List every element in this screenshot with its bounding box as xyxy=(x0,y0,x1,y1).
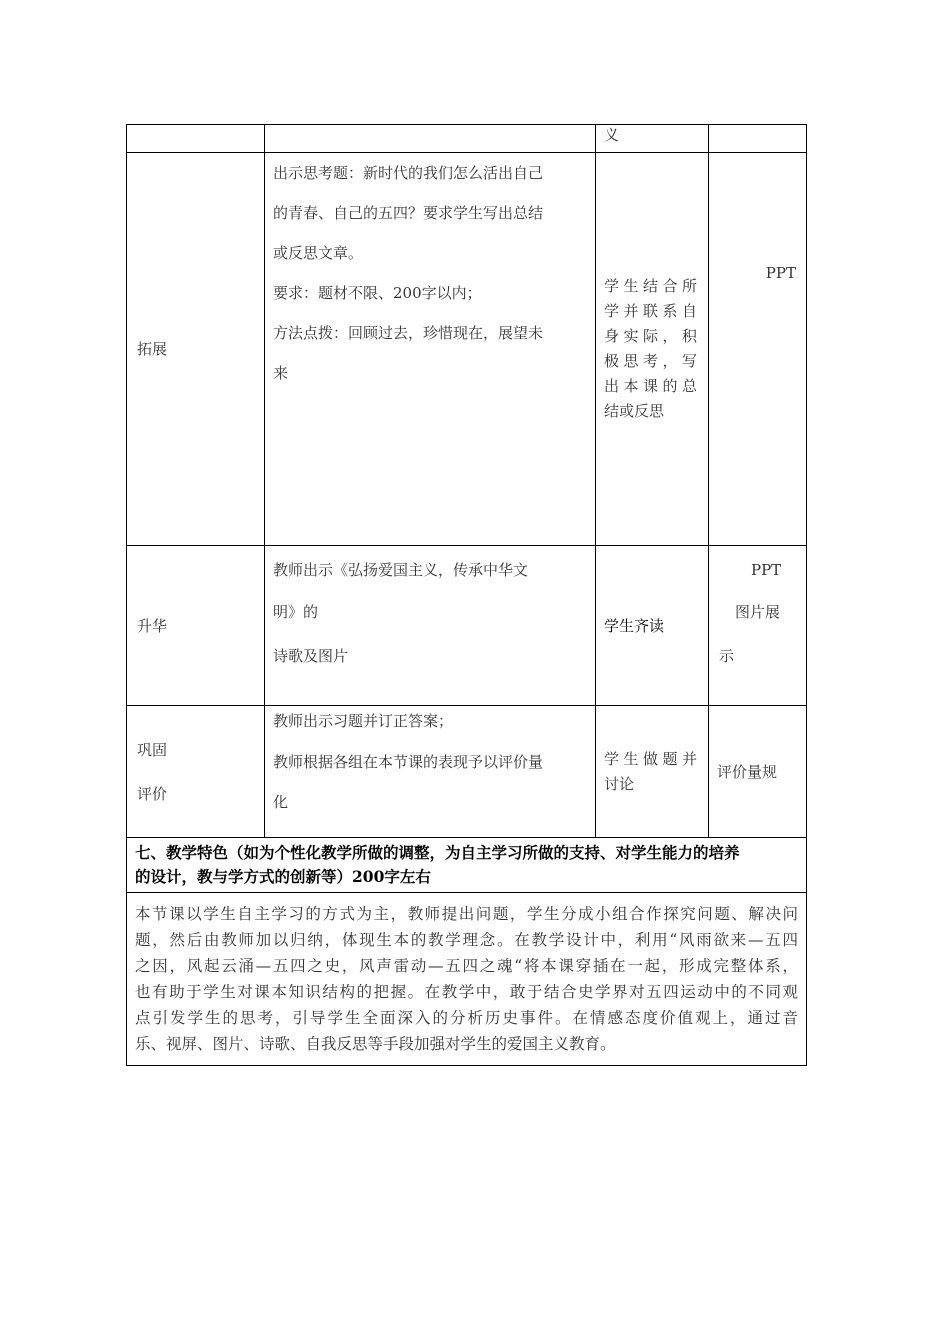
media-consolidate: 评价量规 xyxy=(709,706,807,838)
text-line: 出示思考题：新时代的我们怎么活出自己 xyxy=(273,164,544,182)
text-line: 极思考，写 xyxy=(604,352,700,370)
student-activity-sublimate: 学生齐读 xyxy=(596,546,709,706)
title-line: 七、教学特色（如为个性化教学所做的调整，为自主学习所做的支持、对学生能力的培养 xyxy=(135,843,740,862)
cell-continued-text: 义 xyxy=(596,125,709,153)
media-expand: PPT xyxy=(709,153,807,546)
teacher-activity-consolidate xyxy=(265,706,596,838)
text-line: 学并联系自 xyxy=(604,302,700,320)
section-7-title xyxy=(127,838,807,893)
student-activity-consolidate xyxy=(596,706,709,838)
paragraph-line: 点引发学生的思考，引导学生全面深入的分析历史事件。在情感态度价值观上，通过音 xyxy=(135,1009,798,1027)
title-line: 的设计，教与学方式的创新等）200字左右 xyxy=(135,867,431,886)
text-line: 结或反思 xyxy=(604,402,665,420)
cell-empty xyxy=(709,125,807,153)
text-line: 评价 xyxy=(137,784,168,803)
student-activity-expand xyxy=(596,153,709,546)
text-line: 图片展 xyxy=(735,603,781,621)
paragraph-line: 题，然后由教师加以归纳，体现生本的教学理念。在教学设计中，利用“风雨欲来—五四 xyxy=(135,931,798,949)
cell-empty xyxy=(127,125,265,153)
text-line: PPT xyxy=(751,561,782,579)
text-line: 教师出示习题并订正答案； xyxy=(273,712,454,730)
teacher-activity-expand xyxy=(265,153,596,546)
text-line: 示 xyxy=(719,647,735,665)
table-row-expand xyxy=(127,153,807,546)
cell-empty xyxy=(265,125,596,153)
text-line: 或反思文章。 xyxy=(273,244,364,262)
text-line: 诗歌及图片 xyxy=(273,647,349,665)
text-line: 出本课的总 xyxy=(604,377,700,395)
text-line: 学生结合所 xyxy=(604,277,700,295)
text-line: 方法点拨：回顾过去，珍惜现在，展望未 xyxy=(273,324,544,342)
section-7-title-row xyxy=(127,838,807,893)
table-row-consolidate xyxy=(127,706,807,838)
table-row-continuation xyxy=(127,125,807,153)
text-line: 来 xyxy=(273,364,289,382)
step-label-sublimate: 升华 xyxy=(127,546,265,706)
lesson-plan-table xyxy=(126,124,807,1066)
paragraph-line: 也有助于学生对课本知识结构的把握。在教学中，敢于结合史学界对五四运动中的不同观 xyxy=(135,983,798,1001)
teacher-activity-sublimate xyxy=(265,546,596,706)
text-line: 教师出示《弘扬爱国主义，传承中华文 xyxy=(273,561,529,579)
text-line: 巩固 xyxy=(137,740,168,759)
text-line: 要求：题材不限、200字以内； xyxy=(273,284,482,302)
section-7-body xyxy=(127,893,807,1066)
text-line: 身实际，积 xyxy=(604,327,700,345)
step-label-consolidate xyxy=(127,706,265,838)
text-line: 讨论 xyxy=(604,774,635,793)
paragraph-line: 之因，风起云涌—五四之史，风声雷动—五四之魂“将本课穿插在一起，形成完整体系， xyxy=(135,957,798,975)
section-7-body-row xyxy=(127,893,807,1066)
text-line: 的青春、自己的五四？要求学生写出总结 xyxy=(273,204,544,222)
text-line: 明》的 xyxy=(273,603,319,621)
paragraph-line: 本节课以学生自主学习的方式为主，教师提出问题，学生分成小组合作探究问题、解决问 xyxy=(135,905,798,923)
media-sublimate xyxy=(709,546,807,706)
paragraph-line: 乐、视屏、图片、诗歌、自我反思等手段加强对学生的爱国主义教育。 xyxy=(135,1035,616,1053)
step-label-expand: 拓展 xyxy=(127,153,265,546)
text-line: 化 xyxy=(273,793,289,811)
text-line: 学生做题并 xyxy=(604,749,700,768)
table-row-sublimate xyxy=(127,546,807,706)
text-line: 教师根据各组在本节课的表现予以评价量 xyxy=(273,753,544,771)
